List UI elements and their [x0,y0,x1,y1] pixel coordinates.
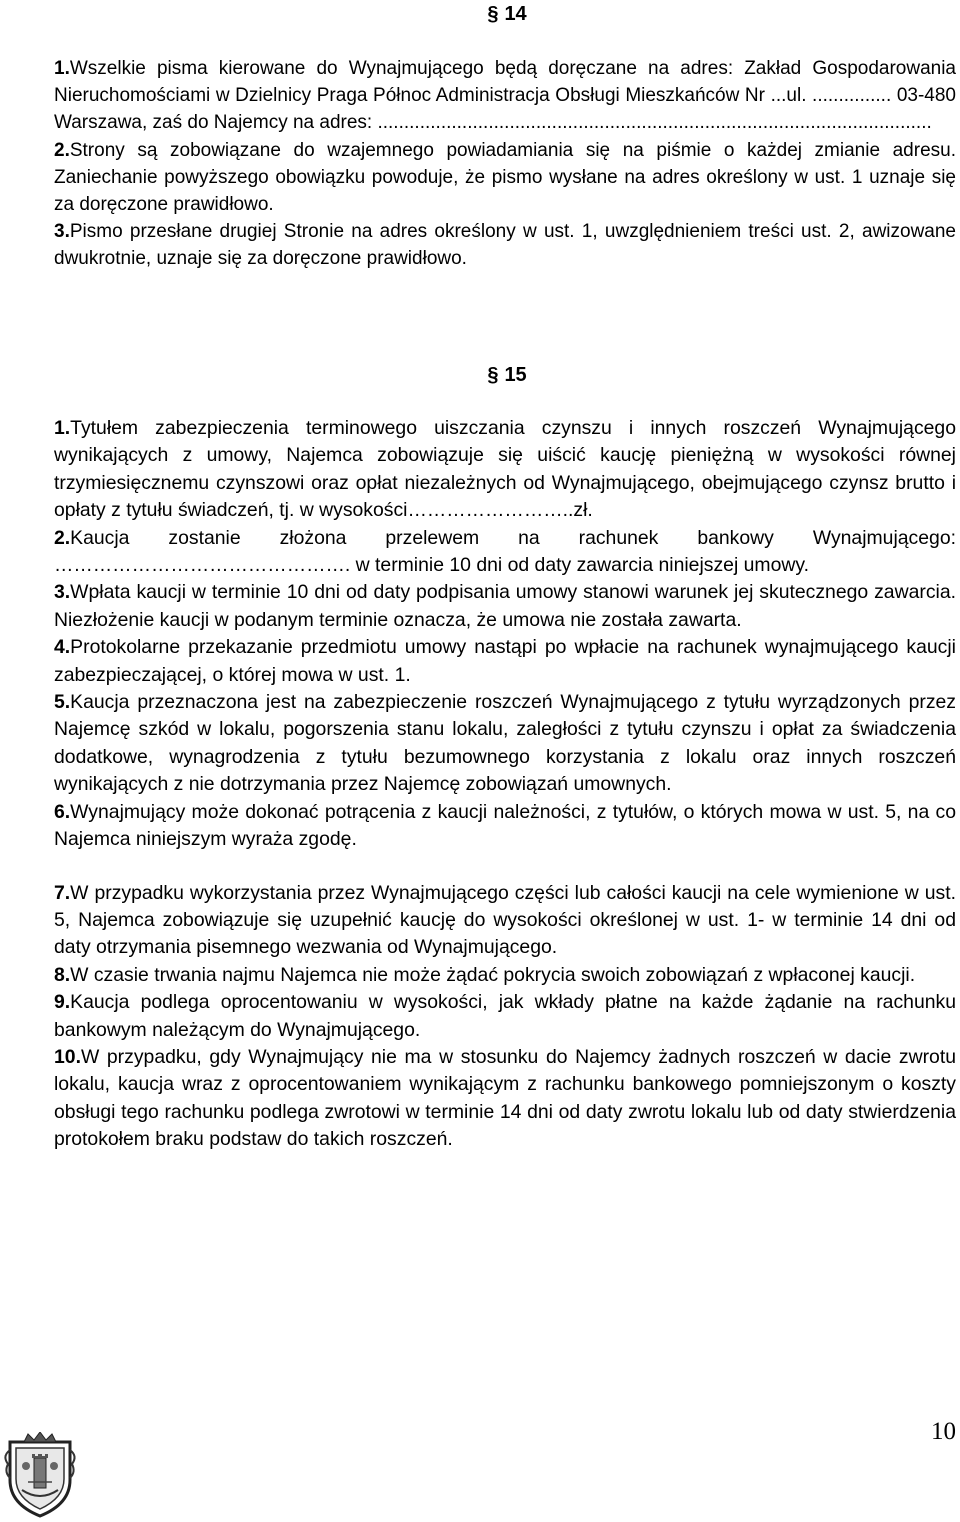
paragraph-text: Wynajmujący może dokonać potrącenia z kaucji należności, z tytułów, o których mowa w ust. 5, na co Najemca niniejszym wyraża zgodę. [54,800,956,851]
paragraph-number: 3. [54,221,70,243]
paragraph [54,989,956,1044]
paragraph [54,689,956,799]
paragraph-number: 10. [54,1045,81,1068]
paragraph [54,962,956,989]
paragraph-text: Protokolarne przekazanie przedmiotu umowy nastąpi po wpłacie na rachunek wynajmującego kaucji zabezpieczającej, o której mowa w ust. 1. [54,636,956,686]
paragraph-number: 9. [54,991,71,1014]
paragraph-number: 1. [54,58,70,79]
section-14-heading [0,2,960,26]
page-number: 10 [931,1418,956,1445]
paragraph [54,634,956,689]
coat-of-arms-icon [2,1432,78,1518]
paragraph-text: W przypadku wykorzystania przez Wynajmującego części lub całości kaucji na cele wymienione w ust. 5, Najemca zobowiązuje się uzupełnić kaucję do wysokości określonej w ust. 1- w terminie 14 dni od daty otrzymania pisemnego wezwania od Wynajmującego. [54,881,956,959]
paragraph-number: 2. [54,139,70,161]
paragraph-text: W czasie trwania najmu Najemca nie może żądać pokrycia swoich zobowiązań z wpłaconej kaucji. [70,963,916,986]
section-symbol: § [487,3,499,25]
paragraph-text: W przypadku, gdy Wynajmujący nie ma w stosunku do Najemcy żadnych roszczeń w dacie zwrotu lokalu, kaucja wraz z oprocentowaniem wynikającym z rachunku bankowego pomniejszonym o koszty obsługi tego rachunku podlega zwrotowi w terminie 14 dni od daty zwrotu lokalu lub od daty stwierdzenia protokołem braku podstaw do takich roszczeń. [54,1045,956,1151]
paragraph-text: Wszelkie pisma kierowane do Wynajmującego będą doręczane na adres: Zakład Gospodarowania Nieruchomościami w Dzielnicy Praga Północ Administracja Obsługi Mieszkańców Nr ...ul. ............... 03-480 Warszawa, zaś do Najemcy na adres: ......................................................................................................... [54,58,956,134]
paragraph-number: 6. [54,800,71,823]
section-symbol: § [487,364,499,386]
paragraph-text: Kaucja zostanie złożona przelewem na rachunek bankowy Wynajmującego: ………………………………………. w terminie 10 dni od daty zawarcia niniejszej umowy. [54,526,956,577]
paragraph [54,137,956,219]
paragraph [54,525,956,580]
paragraph-text: Kaucja przeznaczona jest na zabezpieczenie roszczeń Wynajmującego z tytułu wyrządzonych przez Najemcę szkód w lokalu, pogorszenia stanu lokalu, zaległości z tytułu czynszu i opłat za świadczenia dodatkowe, wynagrodzenia z tytułu bezumownego korzystania z lokalu oraz innych roszczeń wynikających z nie dotrzymania przez Najemcę zobowiązań umownych. [54,691,956,796]
paragraph [54,799,956,854]
paragraph [54,55,956,137]
paragraph-number: 5. [54,691,71,714]
paragraph-spacer [54,854,956,880]
section-number: 15 [504,364,527,386]
section-15-body [54,415,956,1154]
paragraph-number: 7. [54,881,71,904]
paragraph-text: Strony są zobowiązane do wzajemnego powiadamiania się na piśmie o każdej zmianie adresu. Zaniechanie powyższego obowiązku powoduje, że pismo wysłane na adres określony w ust. 1 uznaje się za doręczone prawidłowo. [54,139,956,216]
paragraph-number: 8. [54,963,71,986]
section-15-heading [0,363,960,387]
paragraph [54,218,956,272]
paragraph [54,579,956,634]
paragraph [54,880,956,962]
section-number: 14 [504,3,527,25]
paragraph-number: 4. [54,636,71,659]
paragraph-text: Pismo przesłane drugiej Stronie na adres określony w ust. 1, uwzględnieniem treści ust. 2, awizowane dwukrotnie, uznaje się za doręczone prawidłowo. [54,221,956,270]
paragraph-text: Kaucja podlega oprocentowaniu w wysokości, jak wkłady płatne na każde żądanie na rachunku bankowym należącym do Wynajmującego. [54,991,956,1041]
paragraph-text: Wpłata kaucji w terminie 10 dni od daty podpisania umowy stanowi warunek jej skutecznego zawarcia. Niezłożenie kaucji w podanym terminie oznacza, że umowa nie została zawarta. [54,581,956,631]
paragraph [54,1044,956,1154]
paragraph-number: 1. [54,417,71,439]
paragraph-number: 3. [54,581,71,604]
paragraph [54,415,956,525]
paragraph-number: 2. [54,526,71,549]
paragraph-text: Tytułem zabezpieczenia terminowego uiszczania czynszu i innych roszczeń Wynajmującego wynikających z umowy, Najemca zobowiązuje się uiścić kaucję pieniężną w wysokości równej trzymiesięcznemu czynszowi oraz opłat niezależnych od Wynajmującego, obejmującego czynsz brutto i opłaty z tytułu świadczeń, tj. w wysokości……………………..zł. [54,417,956,522]
section-14-body [54,55,956,273]
